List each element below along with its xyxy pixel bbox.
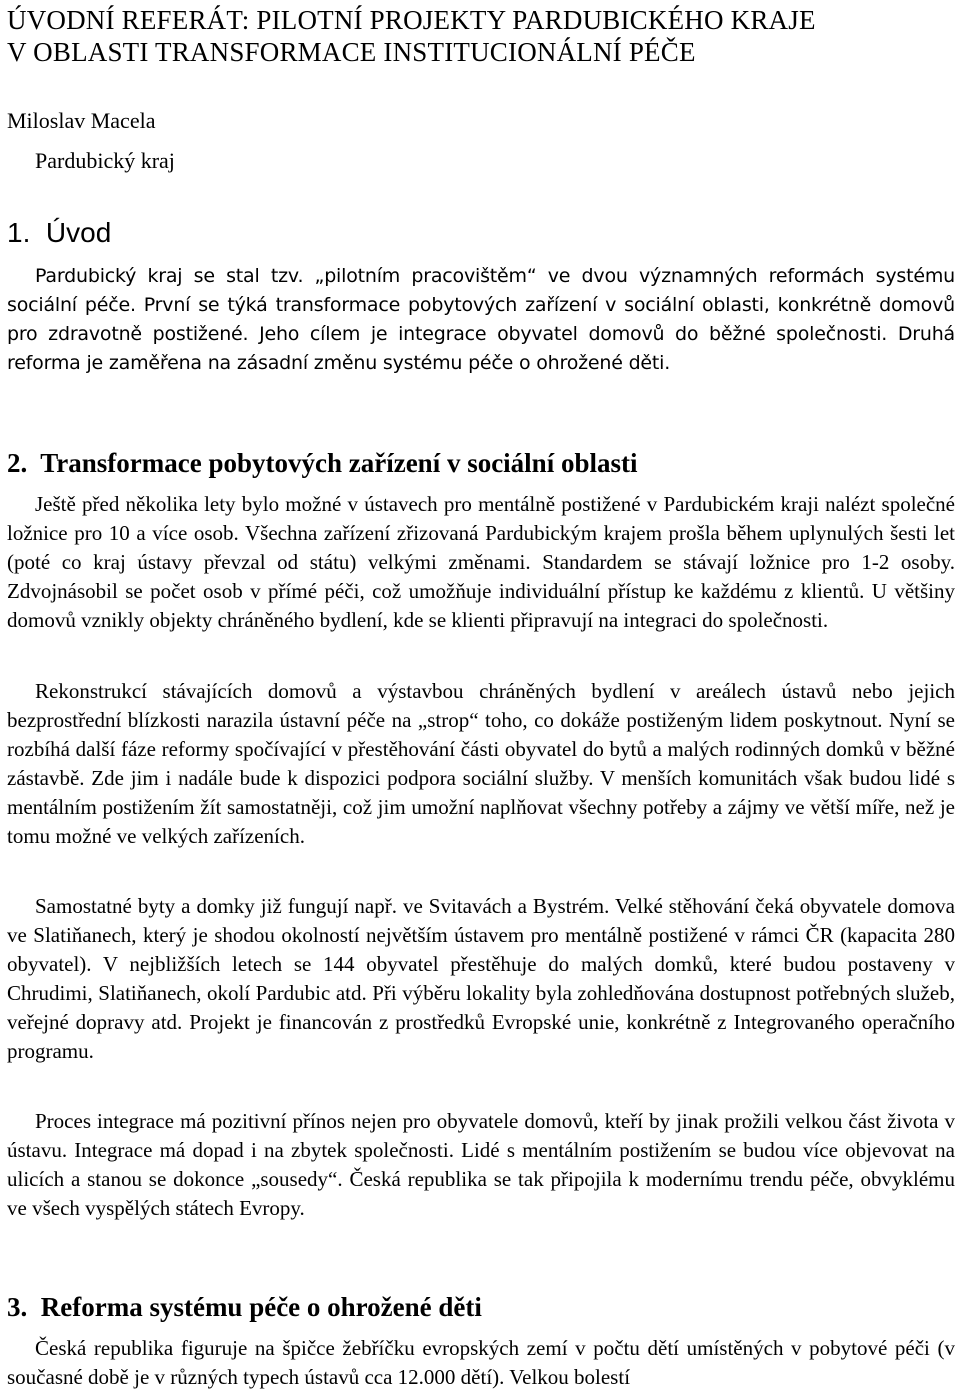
section-heading-3 <box>7 1292 482 1322</box>
section-3-paragraph-1: Česká republika figuruje na špičce žebříčku evropských zemí v počtu dětí umístěných v pobytové péči (v současné době je v různých typech ústavů cca 12.000 dětí). Velkou bolestí <box>7 1336 955 1389</box>
document-title-line-2: V OBLASTI TRANSFORMACE INSTITUCIONÁLNÍ PÉČE <box>7 37 696 67</box>
author-affiliation: Pardubický kraj <box>35 148 175 173</box>
section-title-3: Reforma systému péče o ohrožené děti <box>40 1292 482 1322</box>
section-2-paragraph-1: Ještě před několika lety bylo možné v ústavech pro mentálně postižené v Pardubickém kraji nalézt společné ložnice pro 10 a více osob. Všechna zařízení zřizovaná Pardubickým krajem prošla během uplynulých šesti let (poté co kraj ústavy převzal od státu) velkými změnami. Standardem se stávají ložnice pro 1-2 osoby. Zdvojnásobil se počet osob v přímé péči, což umožňuje individuální přístup ke každému z klientů. U většiny domovů vznikly objekty chráněného bydlení, kde se klienti připravují na integraci do společnosti. <box>7 492 955 632</box>
document-title-line-1: ÚVODNÍ REFERÁT: PILOTNÍ PROJEKTY PARDUBICKÉHO KRAJE <box>7 5 816 35</box>
section-2-paragraph-2: Rekonstrukcí stávajících domovů a výstavbou chráněných bydlení v areálech ústavů nebo jejich bezprostřední blízkosti narazila ústavní péče na „strop“ toho, co dokáže postiženým lidem poskytnout. Nyní se rozbíhá další fáze reformy spočívající v přestěhování části obyvatel do bytů a malých rodinných domků v běžné zástavbě. Zde jim i nadále bude k dispozici podpora sociální služby. V menších komunitách však budou lidé s mentálním postižením žít samostatněji, což jim umožní naplňovat všechny potřeby a zájmy ve větší míře, než je tomu možné ve velkých zařízeních. <box>7 679 955 848</box>
document-title <box>7 4 955 68</box>
section-heading-2 <box>7 448 637 478</box>
section-2-paragraph-4: Proces integrace má pozitivní přínos nejen pro obyvatele domovů, kteří by jinak prožili velkou část života v ústavu. Integrace má dopad i na zbytek společnosti. Lidé s mentálním postižením se budou více objevovat na ulicích a stanou se dokonce „sousedy“. Česká republika se tak připojila k modernímu trendu péče, obvyklému ve všech vyspělých státech Evropy. <box>7 1109 955 1220</box>
section-1-paragraph-1: Pardubický kraj se stal tzv. „pilotním pracovištěm“ ve dvou významných reformách systému sociální péče. První se týká transformace pobytových zařízení v sociální oblasti, konkrétně domovů pro zdravotně postižené. Jeho cílem je integrace obyvatel domovů do běžné společnosti. Druhá reforma je zaměřena na zásadní změnu systému péče o ohrožené děti. <box>7 265 955 374</box>
section-number-2: 2. <box>7 448 28 478</box>
author-name: Miloslav Macela <box>7 108 156 133</box>
section-number-1: 1. <box>7 217 31 248</box>
section-title-1: Úvod <box>45 217 112 248</box>
section-heading-1 <box>7 218 111 248</box>
section-number-3: 3. <box>7 1292 28 1322</box>
section-title-2: Transformace pobytových zařízení v sociální oblasti <box>40 448 638 478</box>
section-2-paragraph-3: Samostatné byty a domky již fungují např. ve Svitavách a Bystrém. Velké stěhování čeká obyvatele domova ve Slatiňanech, který je shodou okolností největším ústavem pro mentálně postižené v rámci ČR (kapacita 280 obyvatel). V nejbližších letech se 144 obyvatel přestěhuje do malých domků, které budou postaveny v Chrudimi, Slatiňanech, okolí Pardubic atd. Při výběru lokality byla zohledňována dostupnost potřebných služeb, veřejné dopravy atd. Projekt je financován z prostředků Evropské unie, konkrétně z Integrovaného operačního programu. <box>7 894 955 1063</box>
